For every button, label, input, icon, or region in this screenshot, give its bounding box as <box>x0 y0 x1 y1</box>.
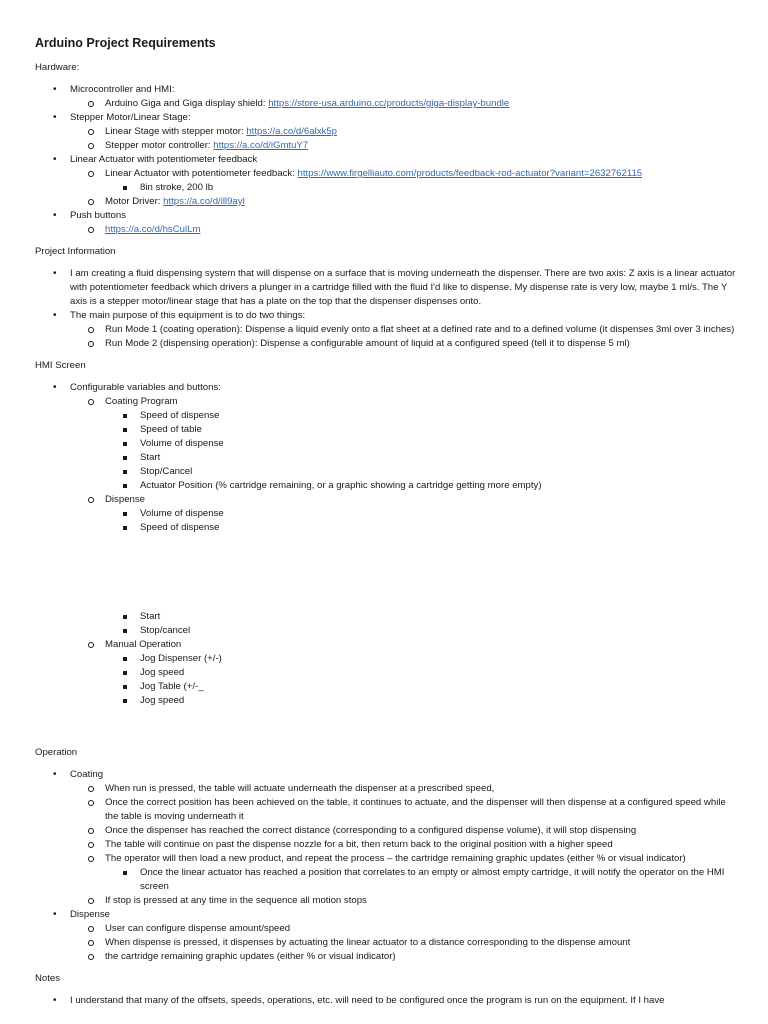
document <box>35 34 740 1016</box>
operation-heading: Operation <box>35 747 78 758</box>
list-item: User can configure dispense amount/speed <box>70 922 740 936</box>
list-item: Speed of dispense <box>105 409 740 423</box>
hardware-heading: Hardware: <box>35 62 80 73</box>
list-item: The table will continue on past the dispense nozzle for a bit, then return back to the original position with a higher speed <box>70 838 740 852</box>
list-item-label: Manual Operation <box>105 639 182 650</box>
list-item: Once the dispenser has reached the correct distance (corresponding to a configured dispense volume), it will stop dispensing <box>70 824 740 838</box>
list-item: Jog Table (+/-_ <box>105 680 740 694</box>
list-item: Speed of table <box>105 423 740 437</box>
list-item <box>70 97 740 111</box>
linear-stage-link[interactable]: https://a.co/d/6alxk5p <box>246 126 337 137</box>
list-item: Start <box>105 451 740 465</box>
list-item: Jog speed <box>105 666 740 680</box>
list-item <box>70 493 740 638</box>
list-item <box>70 167 740 195</box>
list-item: Jog speed <box>105 694 740 708</box>
list-item <box>35 309 740 351</box>
list-item-label: The main purpose of this equipment is to do two things: <box>70 310 306 321</box>
list-item <box>70 638 740 708</box>
hmi-list <box>35 381 740 708</box>
list-item: Stop/cancel <box>105 624 740 638</box>
list-item: Volume of dispense <box>105 507 740 521</box>
list-item <box>70 195 740 209</box>
list-item <box>35 209 740 237</box>
list-item-label: Dispense <box>105 494 145 505</box>
list-item <box>70 223 740 237</box>
operation-list <box>35 768 740 964</box>
list-item-label: Linear Actuator with potentiometer feedback <box>70 154 258 165</box>
list-item: If stop is pressed at any time in the sequence all motion stops <box>70 894 740 908</box>
giga-display-link[interactable]: https://store-usa.arduino.cc/products/giga-display-bundle <box>268 98 510 109</box>
blank-space <box>105 535 740 610</box>
list-item-label: The operator will then load a new product, and repeat the process – the cartridge remaining graphic updates (either % or visual indicator) <box>105 853 686 864</box>
list-item <box>35 908 740 964</box>
list-item-label: Microcontroller and HMI: <box>70 84 175 95</box>
list-item <box>70 139 740 153</box>
list-item <box>70 395 740 493</box>
document-title: Arduino Project Requirements <box>35 36 216 50</box>
list-item-label: Coating <box>70 769 104 780</box>
list-item-label: Stepper motor controller: <box>105 140 214 151</box>
list-item: Run Mode 2 (dispensing operation): Dispense a configurable amount of liquid at a configured speed (tell it to dispense 5 ml) <box>70 337 740 351</box>
list-item-label: Push buttons <box>70 210 127 221</box>
list-item: Once the linear actuator has reached a position that correlates to an empty or almost empty cartridge, it will notify the operator on the HMI screen <box>105 866 740 894</box>
list-item-label: Linear Actuator with potentiometer feedback: <box>105 168 298 179</box>
list-item: the cartridge remaining graphic updates (either % or visual indicator) <box>70 950 740 964</box>
list-item <box>70 125 740 139</box>
list-item <box>35 768 740 908</box>
notes-heading: Notes <box>35 973 61 984</box>
list-item: Start <box>105 610 740 624</box>
list-item: • I am creating a fluid dispensing system that will dispense on a surface that is moving underneath the dispenser. There are two axis: Z axis is a linear actuator with potentiometer feedback which drivers a plunger in a cartridge filled with the fluid I'd like to dispense. My dispense rate is very low, maybe 1 ml/s. The Y axis is a stepper motor/linear stage that has a plate on the top that the dispenser dispenses onto. <box>35 267 740 309</box>
hmi-heading: HMI Screen <box>35 360 86 371</box>
list-item: 8in stroke, 200 lb <box>105 181 740 195</box>
list-item-label: Dispense <box>70 909 110 920</box>
blank-space <box>35 716 740 746</box>
list-item <box>35 111 740 153</box>
project-info-heading: Project Information <box>35 246 116 257</box>
list-item: Once the correct position has been achieved on the table, it continues to actuate, and the dispenser will then dispense at a configured speed while the table is moving underneath it <box>70 796 740 824</box>
list-item: Stop/Cancel <box>105 465 740 479</box>
list-item-label: Configurable variables and buttons: <box>70 382 221 393</box>
list-item: When dispense is pressed, it dispenses by actuating the linear actuator to a distance corresponding to the dispense amount <box>70 936 740 950</box>
push-buttons-link[interactable]: https://a.co/d/hsCulLm <box>105 224 201 235</box>
list-item <box>35 153 740 209</box>
list-item <box>35 83 740 111</box>
list-item <box>35 381 740 708</box>
notes-list <box>35 994 740 1008</box>
linear-actuator-link[interactable]: https://www.firgelliauto.com/products/feedback-rod-actuator?variant=2632762115 <box>297 168 643 179</box>
project-info-list <box>35 267 740 351</box>
hardware-list <box>35 83 740 237</box>
list-item: • I understand that many of the offsets, speeds, operations, etc. will need to be configured once the program is run on the equipment. If I have <box>35 994 740 1008</box>
list-item: Actuator Position (% cartridge remaining, or a graphic showing a cartridge getting more empty) <box>105 479 740 493</box>
list-item: Run Mode 1 (coating operation): Dispense a liquid evenly onto a flat sheet at a defined rate and to a defined volume (it dispenses 3ml over 3 inches) <box>70 323 740 337</box>
list-item: Volume of dispense <box>105 437 740 451</box>
list-item-label: Motor Driver: <box>105 196 164 207</box>
list-item: Jog Dispenser (+/-) <box>105 652 740 666</box>
list-item: Speed of dispense <box>105 521 740 535</box>
list-item: When run is pressed, the table will actuate underneath the dispenser at a prescribed speed, <box>70 782 740 796</box>
list-item-label: Arduino Giga and Giga display shield: <box>105 98 269 109</box>
list-item-label: Linear Stage with stepper motor: <box>105 126 247 137</box>
stepper-controller-link[interactable]: https://a.co/d/iGmtuY7 <box>213 140 309 151</box>
motor-driver-link[interactable]: https://a.co/d/ill9ayl <box>163 196 245 207</box>
list-item <box>70 852 740 894</box>
list-item-label: Stepper Motor/Linear Stage: <box>70 112 191 123</box>
list-item-label: Coating Program <box>105 396 178 407</box>
